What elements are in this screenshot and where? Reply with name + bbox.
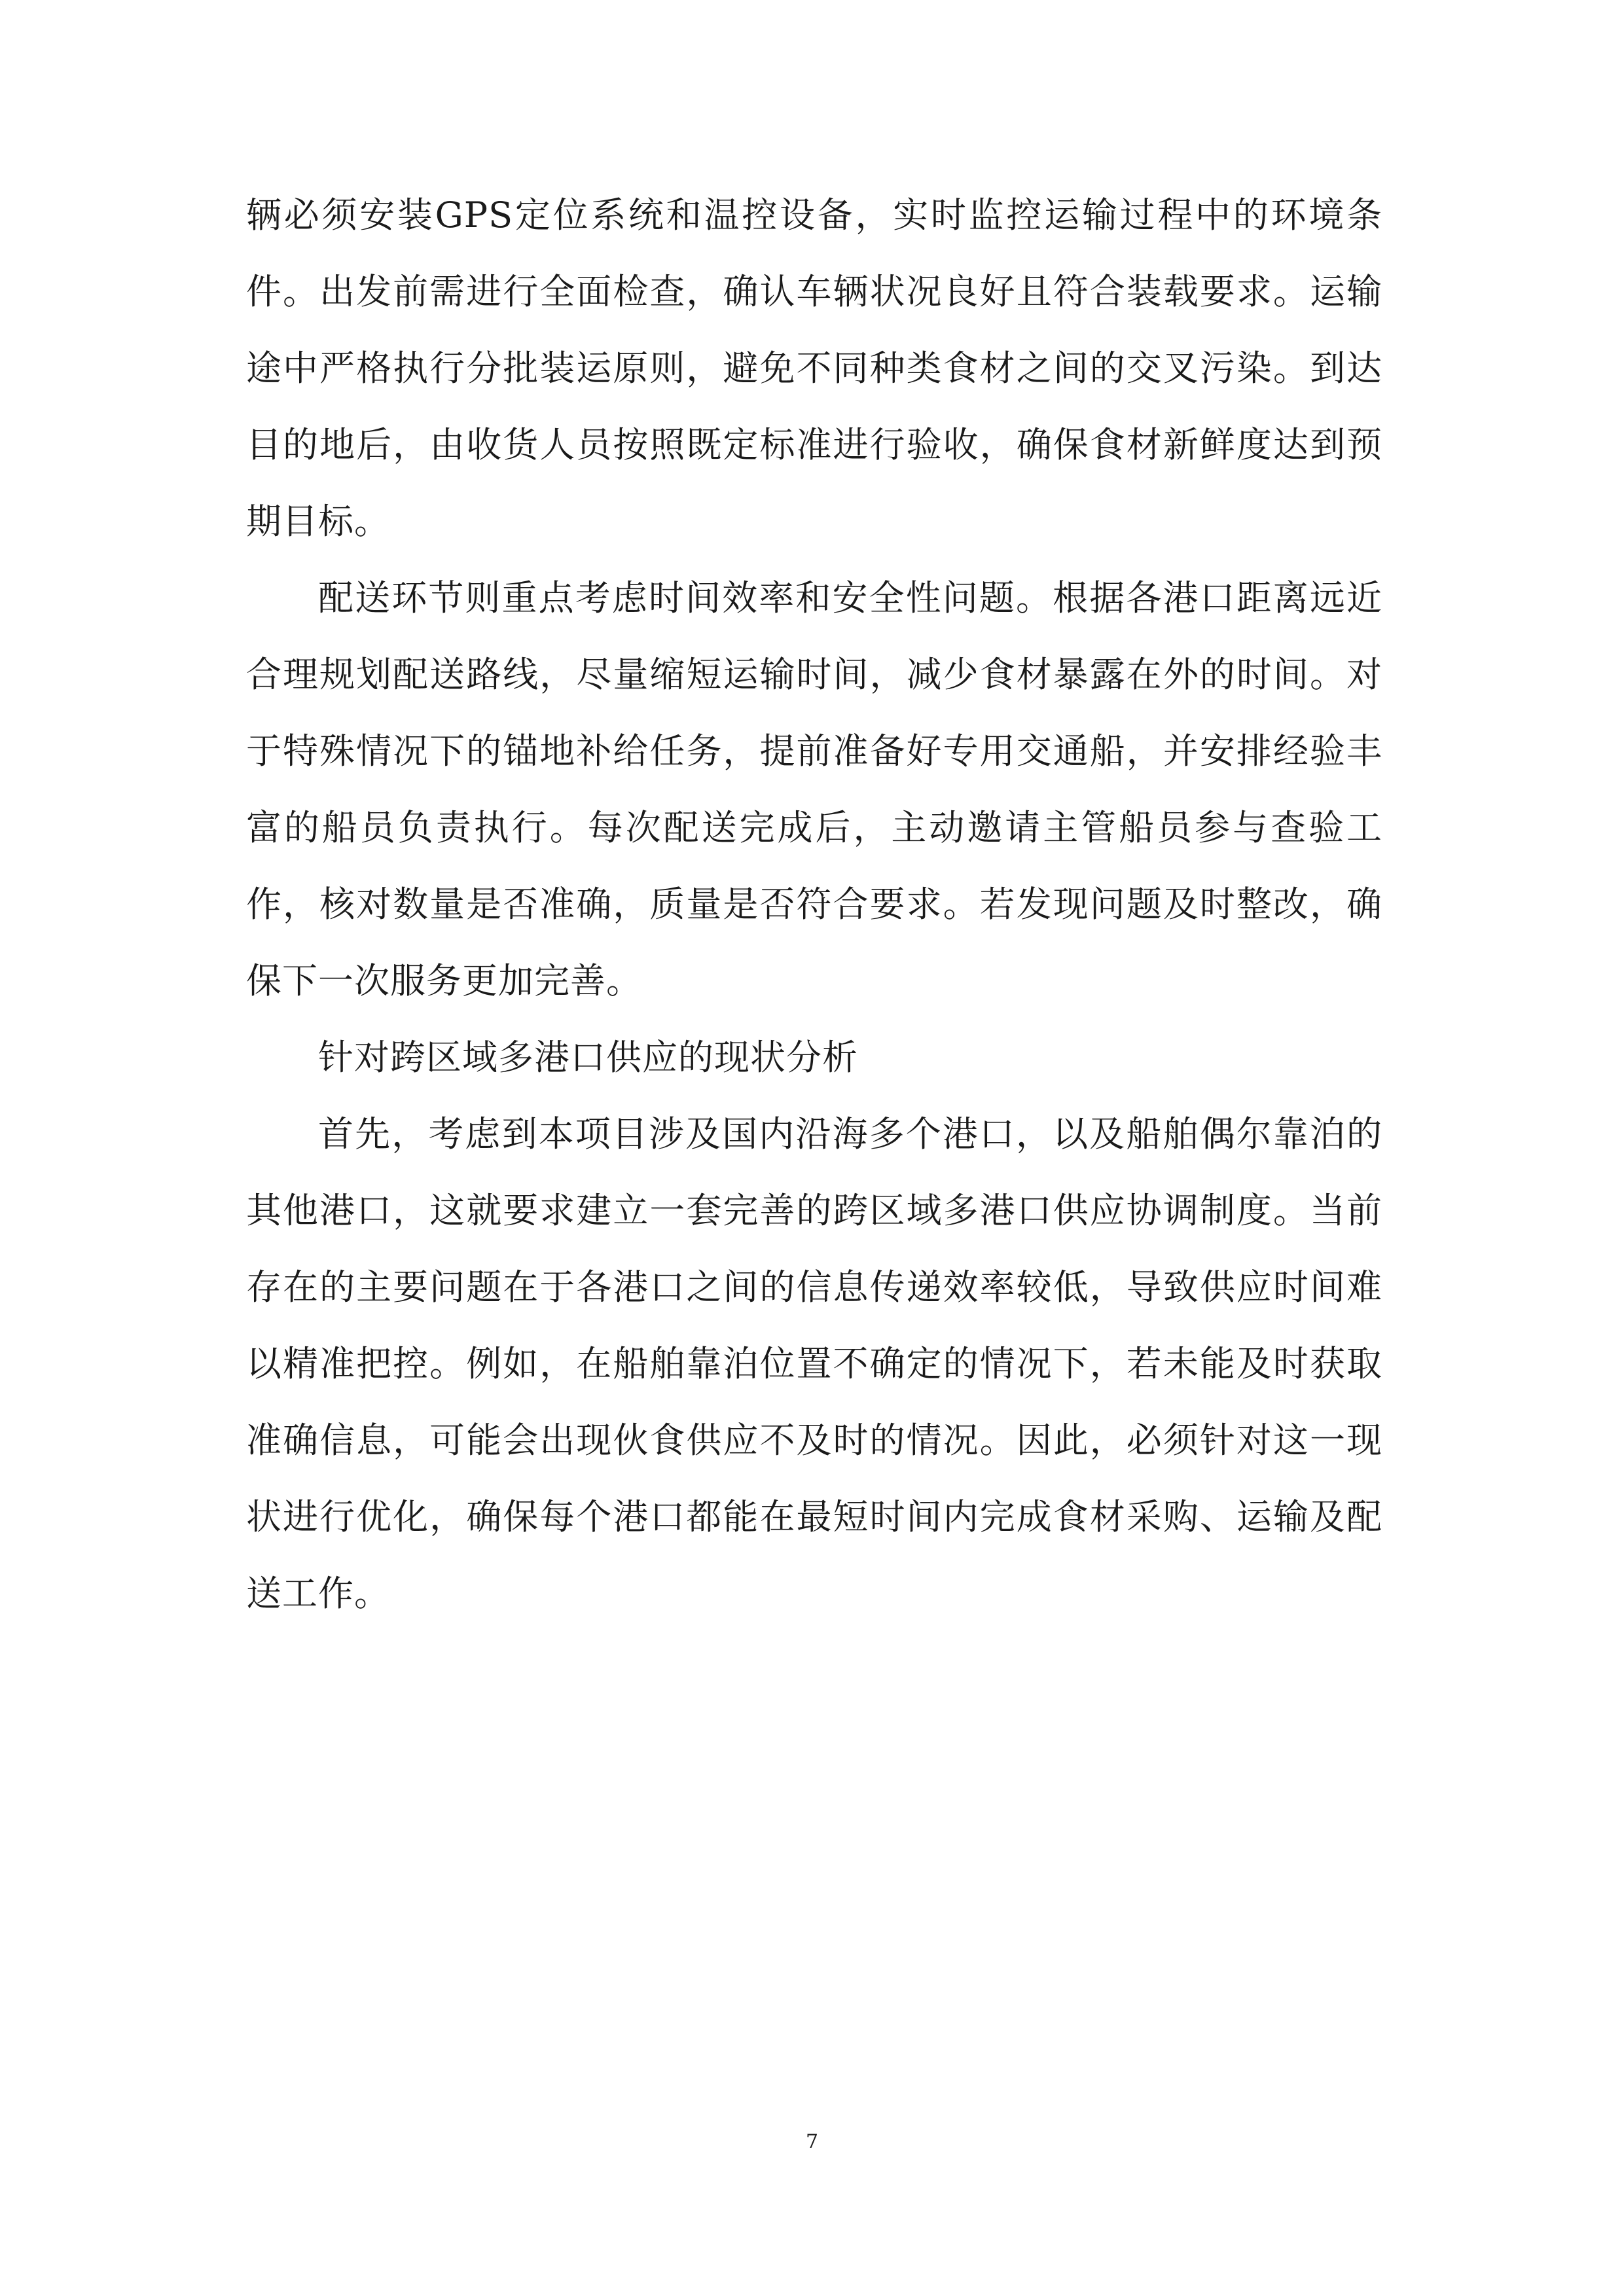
page-body	[246, 177, 1382, 1632]
section-heading: 针对跨区域多港口供应的现状分析	[318, 1037, 858, 1078]
paragraph-transport-continued: 辆必须安装GPS定位系统和温控设备，实时监控运输过程中的环境条件。出发前需进行全面检查，确认车辆状况良好且符合装载要求。运输途中严格执行分批装运原则，避免不同种类食材之间的交叉污染。到达目的地后，由收货人员按照既定标准进行验收，确保食材新鲜度达到预期目标。	[246, 194, 1382, 542]
page-number: 7	[805, 2130, 819, 2153]
paragraph-analysis: 首先，考虑到本项目涉及国内沿海多个港口，以及船舶偶尔靠泊的其他港口，这就要求建立一套完善的跨区域多港口供应协调制度。当前存在的主要问题在于各港口之间的信息传递效率较低，导致供应时间难以精准把控。例如，在船舶靠泊位置不确定的情况下，若未能及时获取准确信息，可能会出现伙食供应不及时的情况。因此，必须针对这一现状进行优化，确保每个港口都能在最短时间内完成食材采购、运输及配送工作。	[246, 1113, 1382, 1614]
paragraph-delivery: 配送环节则重点考虑时间效率和安全性问题。根据各港口距离远近合理规划配送路线，尽量缩短运输时间，减少食材暴露在外的时间。对于特殊情况下的锚地补给任务，提前准备好专用交通船，并安排经验丰富的船员负责执行。每次配送完成后，主动邀请主管船员参与查验工作，核对数量是否准确，质量是否符合要求。若发现问题及时整改，确保下一次服务更加完善。	[246, 577, 1382, 1001]
